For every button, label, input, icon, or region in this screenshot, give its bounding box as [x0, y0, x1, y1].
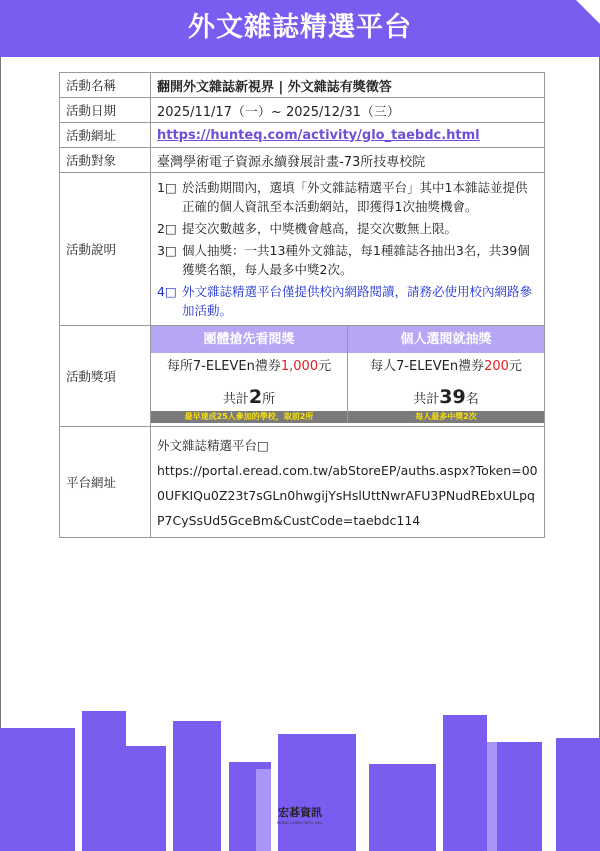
activity-url-link[interactable]: https://hunteq.com/activity/glo_taebdc.html — [157, 127, 480, 143]
prize-individual-line — [348, 353, 544, 381]
prize-group-total-prefix: 共計 — [222, 392, 249, 407]
skyline-block — [0, 728, 75, 851]
description-number: 4□ — [157, 283, 177, 299]
prize-individual-total-num: 39 — [439, 386, 466, 408]
prize-group-total-num: 2 — [248, 386, 263, 408]
footer-skyline — [0, 711, 600, 851]
value-activity-date: 2025/11/17（一）~ 2025/12/31（三） — [151, 98, 545, 123]
value-activity-target: 臺灣學術電子資源永續發展計畫-73所技專校院 — [151, 148, 545, 173]
row-activity-prizes — [60, 326, 545, 427]
label-activity-date: 活動日期 — [60, 98, 151, 123]
platform-block — [151, 427, 544, 537]
prize-group-head: 團體搶先看閱獎 — [151, 326, 347, 353]
header-corner-fold — [576, 0, 600, 24]
prize-group-unit: 元 — [318, 359, 332, 374]
row-activity-description — [60, 173, 545, 326]
row-platform-url — [60, 427, 545, 538]
label-activity-target: 活動對象 — [60, 148, 151, 173]
prize-individual-total — [348, 381, 544, 411]
activity-info-table — [59, 72, 545, 538]
platform-url-link[interactable]: https://portal.eread.com.tw/abStoreEP/auths.aspx?Token=000UFKIQu0Z23t7sGLn0hwgijYsHslUttNwrAFU3PNudREbxULpqP7CySsUd5GceBm&CustCode=taebdc114 — [157, 463, 538, 528]
skyline-block — [82, 711, 126, 851]
row-activity-name — [60, 73, 545, 98]
row-activity-url — [60, 123, 545, 148]
prize-group-total — [151, 381, 347, 411]
label-activity-name: 活動名稱 — [60, 73, 151, 98]
description-number: 2□ — [157, 220, 177, 236]
skyline-block — [278, 734, 356, 851]
description-item — [157, 241, 538, 279]
value-activity-name: 翻開外文雜誌新視界 | 外文雜誌有獎徵答 — [151, 73, 545, 98]
skyline-block — [369, 764, 436, 851]
skyline-block — [556, 738, 600, 851]
description-text: 個人抽獎：一共13種外文雜誌，每1種雜誌各抽出3名，共39個獲獎名額，每人最多中獎2次。 — [182, 242, 530, 277]
page-title: 外文雜誌精選平台 — [188, 12, 412, 43]
prize-individual — [347, 326, 544, 423]
prize-individual-unit: 元 — [508, 359, 522, 374]
header-banner — [0, 0, 600, 57]
description-number: 1□ — [157, 179, 177, 195]
skyline-block — [173, 721, 221, 851]
label-activity-description: 活動說明 — [60, 173, 151, 326]
prize-group — [151, 326, 347, 423]
skyline-block — [443, 715, 487, 851]
prize-individual-prefix: 每人7-ELEVEn禮券 — [370, 359, 485, 374]
prize-individual-amount: 200 — [484, 359, 509, 374]
prize-group-line — [151, 353, 347, 381]
description-item — [157, 178, 538, 216]
prize-group-total-unit: 所 — [262, 392, 276, 407]
skyline-block — [126, 746, 166, 851]
prize-group-prefix: 每所7-ELEVEn禮券 — [166, 359, 281, 374]
prize-individual-note: 每人最多中獎2次 — [348, 411, 544, 423]
description-item — [157, 219, 538, 238]
prize-panels — [151, 326, 544, 423]
label-activity-url: 活動網址 — [60, 123, 151, 148]
row-activity-date — [60, 98, 545, 123]
description-text: 提交次數越多，中獎機會越高，提交次數無上限。 — [182, 220, 458, 236]
prize-group-amount: 1,000 — [280, 359, 319, 374]
description-number: 3□ — [157, 242, 177, 258]
row-activity-target — [60, 148, 545, 173]
skyline-block — [497, 742, 542, 851]
description-text: 外文雜誌精選平台僅提供校內網路閱讀，請務必使用校內網路參加活動。 — [182, 283, 533, 318]
platform-title: 外文雜誌精選平台□ — [157, 438, 269, 453]
prize-group-note: 最早達成25人參加的學校，取前2所 — [151, 411, 347, 423]
prize-individual-total-unit: 名 — [465, 392, 479, 407]
footer-logo: 宏碁資訊 — [278, 806, 322, 819]
skyline-block — [256, 769, 271, 851]
skyline-block — [487, 742, 497, 851]
footer-logo-sub: HONG CHIEH INFO. INC. — [276, 820, 324, 825]
description-text: 於活動期間內，選填「外文雜誌精選平台」其中1本雜誌並提供正確的個人資訊至本活動網站，即獲得1次抽獎機會。 — [182, 179, 528, 214]
description-item-notice — [157, 282, 538, 320]
prize-individual-total-prefix: 共計 — [413, 392, 440, 407]
prize-individual-head: 個人選閱就抽獎 — [348, 326, 544, 353]
label-activity-prizes: 活動獎項 — [60, 326, 151, 427]
label-platform-url: 平台網址 — [60, 427, 151, 538]
description-list — [151, 174, 544, 325]
